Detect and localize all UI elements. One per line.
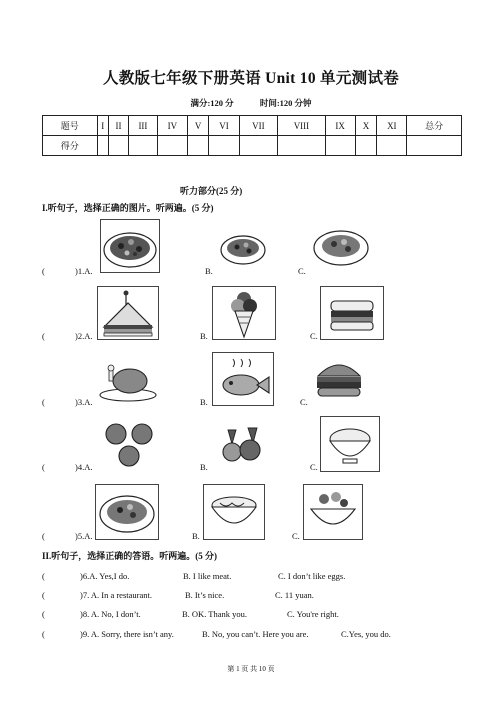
q4-label-b: B. bbox=[200, 462, 208, 472]
q9-option-a: )9. A. Sorry, there isn’t any. bbox=[80, 629, 174, 639]
q8-option-c: C. You're right. bbox=[287, 609, 339, 619]
score-header-cell: VII bbox=[239, 116, 278, 136]
q8-option-b: B. OK. Thank you. bbox=[182, 609, 248, 619]
q9-option-c: C.Yes, you do. bbox=[341, 629, 391, 639]
q5-blank[interactable]: ( bbox=[42, 531, 45, 541]
q2-b-picture[interactable] bbox=[212, 286, 276, 340]
q4-blank[interactable]: ( bbox=[42, 462, 45, 472]
q2-label-c: C. bbox=[310, 331, 318, 341]
score-header-cell: VIII bbox=[278, 116, 325, 136]
time-limit: 时间:120 分钟 bbox=[259, 98, 312, 108]
score-cell[interactable] bbox=[187, 136, 209, 156]
score-header-cell: 题号 bbox=[43, 116, 98, 136]
score-cell[interactable] bbox=[278, 136, 325, 156]
q2-c-picture[interactable] bbox=[320, 286, 384, 340]
q7-blank[interactable]: ( bbox=[42, 590, 45, 600]
score-table-score-row bbox=[43, 136, 462, 156]
score-row-label: 得分 bbox=[43, 136, 98, 156]
q1-c-picture[interactable] bbox=[310, 222, 372, 270]
score-cell[interactable] bbox=[325, 136, 355, 156]
exam-meta bbox=[0, 97, 502, 109]
q7-option-c: C. 11 yuan. bbox=[275, 590, 314, 600]
q6-option-a: )6.A. Yes,I do. bbox=[80, 571, 130, 581]
score-header-cell: I bbox=[97, 116, 108, 136]
q4-c-picture[interactable] bbox=[320, 416, 380, 472]
q2-label-a: )2.A. bbox=[75, 331, 93, 341]
q2-a-picture[interactable] bbox=[97, 286, 159, 340]
q8-option-a: )8. A. No, I don’t. bbox=[80, 609, 141, 619]
score-cell[interactable] bbox=[239, 136, 278, 156]
q1-label-c: C. bbox=[298, 266, 306, 276]
q5-b-picture[interactable] bbox=[203, 484, 265, 540]
score-cell[interactable] bbox=[109, 136, 129, 156]
score-header-cell: 总分 bbox=[407, 116, 462, 136]
q3-label-b: B. bbox=[200, 397, 208, 407]
score-cell[interactable] bbox=[129, 136, 158, 156]
q7-option-b: B. It’s nice. bbox=[185, 590, 225, 600]
q4-label-c: C. bbox=[310, 462, 318, 472]
q3-label-a: )3.A. bbox=[75, 397, 93, 407]
q2-blank[interactable]: ( bbox=[42, 331, 45, 341]
q1-label-a: )1.A. bbox=[75, 266, 93, 276]
q1-label-b: B. bbox=[205, 266, 213, 276]
score-header-cell: V bbox=[187, 116, 209, 136]
q4-a-picture[interactable] bbox=[100, 418, 160, 472]
q5-a-picture[interactable] bbox=[95, 484, 159, 540]
score-cell[interactable] bbox=[157, 136, 187, 156]
full-score: 满分:120 分 bbox=[190, 98, 234, 108]
score-table bbox=[42, 115, 462, 156]
score-table-header-row bbox=[43, 116, 462, 136]
q3-label-c: C. bbox=[300, 397, 308, 407]
score-header-cell: IX bbox=[325, 116, 355, 136]
page-footer: 第 1 页 共 10 页 bbox=[227, 665, 275, 673]
section-2-title: II.听句子，选择正确的答语。听两遍。(5 分) bbox=[42, 551, 218, 561]
q1-b-picture[interactable] bbox=[218, 226, 268, 270]
page-title: 人教版七年级下册英语 Unit 10 单元测试卷 bbox=[102, 70, 400, 87]
listening-part-title: 听力部分(25 分) bbox=[180, 186, 243, 196]
q6-blank[interactable]: ( bbox=[42, 571, 45, 581]
score-cell[interactable] bbox=[355, 136, 377, 156]
score-header-cell: II bbox=[109, 116, 129, 136]
q3-c-picture[interactable] bbox=[310, 352, 368, 404]
q1-blank[interactable]: ( bbox=[42, 266, 45, 276]
q4-b-picture[interactable] bbox=[212, 418, 272, 472]
q3-a-picture[interactable] bbox=[97, 355, 159, 405]
score-header-cell: IV bbox=[157, 116, 187, 136]
q2-label-b: B. bbox=[200, 331, 208, 341]
q9-option-b: B. No, you can’t. Here you are. bbox=[202, 629, 309, 639]
q3-b-picture[interactable] bbox=[212, 352, 274, 406]
score-cell[interactable] bbox=[407, 136, 462, 156]
q5-label-c: C. bbox=[292, 531, 300, 541]
score-cell[interactable] bbox=[97, 136, 108, 156]
q5-c-picture[interactable] bbox=[303, 484, 363, 540]
q9-blank[interactable]: ( bbox=[42, 629, 45, 639]
q8-blank[interactable]: ( bbox=[42, 609, 45, 619]
score-cell[interactable] bbox=[209, 136, 239, 156]
score-cell[interactable] bbox=[377, 136, 407, 156]
score-header-cell: X bbox=[355, 116, 377, 136]
score-header-cell: VI bbox=[209, 116, 239, 136]
q5-label-a: )5.A. bbox=[75, 531, 93, 541]
section-1-title: I.听句子，选择正确的图片。听两遍。(5 分) bbox=[42, 203, 214, 213]
q5-label-b: B. bbox=[192, 531, 200, 541]
q6-option-b: B. I like meat. bbox=[183, 571, 232, 581]
q1-a-picture[interactable] bbox=[100, 219, 160, 273]
score-header-cell: XI bbox=[377, 116, 407, 136]
score-header-cell: III bbox=[129, 116, 158, 136]
q7-option-a: )7. A. In a restaurant. bbox=[80, 590, 152, 600]
q6-option-c: C. I don’t like eggs. bbox=[278, 571, 346, 581]
q3-blank[interactable]: ( bbox=[42, 397, 45, 407]
q4-label-a: )4.A. bbox=[75, 462, 93, 472]
